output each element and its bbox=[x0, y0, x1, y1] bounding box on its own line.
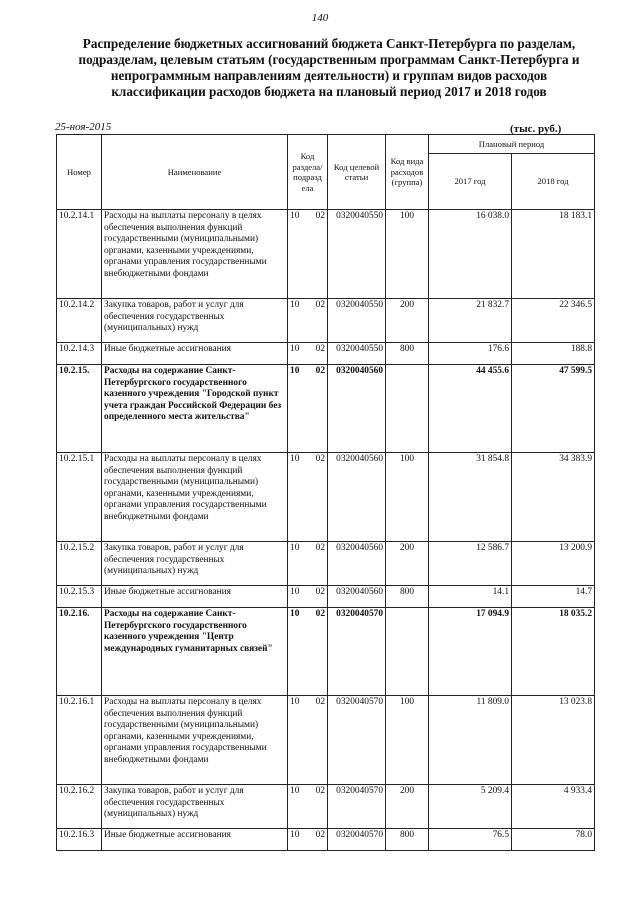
row-name: Иные бюджетные ассигнования bbox=[102, 586, 288, 608]
row-number: 10.2.15.2 bbox=[57, 542, 102, 586]
header-period: Плановый период bbox=[429, 135, 595, 154]
table-row bbox=[57, 785, 595, 829]
row-amount-2018: 22 346.5 bbox=[512, 299, 595, 343]
row-section-code: 10 bbox=[290, 609, 300, 619]
table-row bbox=[57, 343, 595, 365]
table-body bbox=[57, 210, 595, 851]
row-subsection-code: 02 bbox=[315, 211, 325, 221]
row-expense-type: 100 bbox=[386, 696, 429, 785]
table-row bbox=[57, 210, 595, 299]
row-amount-2018: 18 183.1 bbox=[512, 210, 595, 299]
row-subsection-code: 02 bbox=[315, 609, 325, 619]
row-subsection-code: 02 bbox=[315, 786, 325, 796]
row-section bbox=[288, 343, 328, 365]
row-amount-2018: 13 023.8 bbox=[512, 696, 595, 785]
table-row bbox=[57, 696, 595, 785]
row-number: 10.2.15.1 bbox=[57, 453, 102, 542]
row-number: 10.2.15.3 bbox=[57, 586, 102, 608]
row-expense-type: 800 bbox=[386, 586, 429, 608]
row-name: Иные бюджетные ассигнования bbox=[102, 829, 288, 851]
row-number: 10.2.14.3 bbox=[57, 343, 102, 365]
row-section bbox=[288, 453, 328, 542]
row-expense-type: 800 bbox=[386, 829, 429, 851]
row-amount-2017: 21 832.7 bbox=[429, 299, 512, 343]
row-subsection-code: 02 bbox=[315, 587, 325, 597]
header-target: Код целевой статьи bbox=[328, 135, 386, 210]
row-amount-2017: 76.5 bbox=[429, 829, 512, 851]
row-subsection-code: 02 bbox=[315, 344, 325, 354]
header-name: Наименование bbox=[102, 135, 288, 210]
row-number: 10.2.15. bbox=[57, 365, 102, 453]
row-section-code: 10 bbox=[290, 587, 300, 597]
row-target-code: 0320040570 bbox=[328, 696, 386, 785]
header-type: Код вида расходов (группа) bbox=[386, 135, 429, 210]
document-title: Распределение бюджетных ассигнований бюджета Санкт-Петербурга по разделам, подразделам, целевым статьям (государственным программам Санкт-Петербурга и непрограммным направлениям деятельности) и группам видов расходов классификации расходов бюджета на плановый период 2017 и 2018 годов bbox=[78, 36, 580, 99]
row-amount-2018: 18 035.2 bbox=[512, 608, 595, 696]
row-expense-type bbox=[386, 365, 429, 453]
row-amount-2018: 13 200.9 bbox=[512, 542, 595, 586]
header-section: Код раздела/ подразд ела bbox=[288, 135, 328, 210]
header-2018: 2018 год bbox=[512, 154, 595, 210]
row-subsection-code: 02 bbox=[315, 543, 325, 553]
table-row bbox=[57, 365, 595, 453]
row-section-code: 10 bbox=[290, 830, 300, 840]
row-section-code: 10 bbox=[290, 786, 300, 796]
row-subsection-code: 02 bbox=[315, 366, 325, 376]
row-amount-2018: 47 599.5 bbox=[512, 365, 595, 453]
row-amount-2018: 188.8 bbox=[512, 343, 595, 365]
row-name: Расходы на содержание Санкт-Петербургского государственного казенного учреждения "Центр международных гуманитарных связей" bbox=[102, 608, 288, 696]
row-name: Закупка товаров, работ и услуг для обеспечения государственных (муниципальных) нужд bbox=[102, 542, 288, 586]
row-section bbox=[288, 696, 328, 785]
row-section-code: 10 bbox=[290, 454, 300, 464]
row-amount-2018: 14.7 bbox=[512, 586, 595, 608]
row-name: Расходы на выплаты персоналу в целях обеспечения выполнения функций государственными (муниципальными) органами, казенными учреждениями, органами управления государственными внебюджетными фондами bbox=[102, 453, 288, 542]
row-number: 10.2.14.1 bbox=[57, 210, 102, 299]
row-section-code: 10 bbox=[290, 344, 300, 354]
row-amount-2017: 11 809.0 bbox=[429, 696, 512, 785]
row-section-code: 10 bbox=[290, 543, 300, 553]
row-section bbox=[288, 586, 328, 608]
row-expense-type: 200 bbox=[386, 785, 429, 829]
budget-table bbox=[56, 134, 595, 851]
row-amount-2017: 31 854.8 bbox=[429, 453, 512, 542]
header-number: Номер bbox=[57, 135, 102, 210]
row-amount-2017: 44 455.6 bbox=[429, 365, 512, 453]
table-row bbox=[57, 299, 595, 343]
row-amount-2017: 5 209.4 bbox=[429, 785, 512, 829]
row-amount-2017: 176.6 bbox=[429, 343, 512, 365]
row-amount-2018: 4 933.4 bbox=[512, 785, 595, 829]
table-row bbox=[57, 453, 595, 542]
row-number: 10.2.14.2 bbox=[57, 299, 102, 343]
page-number: 140 bbox=[311, 12, 329, 24]
row-subsection-code: 02 bbox=[315, 300, 325, 310]
row-amount-2017: 16 038.0 bbox=[429, 210, 512, 299]
row-target-code: 0320040570 bbox=[328, 608, 386, 696]
row-section bbox=[288, 542, 328, 586]
row-name: Иные бюджетные ассигнования bbox=[102, 343, 288, 365]
row-expense-type: 200 bbox=[386, 542, 429, 586]
row-target-code: 0320040560 bbox=[328, 586, 386, 608]
row-amount-2018: 78.0 bbox=[512, 829, 595, 851]
row-expense-type: 100 bbox=[386, 453, 429, 542]
row-amount-2018: 34 383.9 bbox=[512, 453, 595, 542]
row-section bbox=[288, 210, 328, 299]
row-expense-type: 800 bbox=[386, 343, 429, 365]
row-number: 10.2.16.1 bbox=[57, 696, 102, 785]
row-number: 10.2.16. bbox=[57, 608, 102, 696]
row-target-code: 0320040560 bbox=[328, 453, 386, 542]
table-row bbox=[57, 608, 595, 696]
row-amount-2017: 17 094.9 bbox=[429, 608, 512, 696]
row-number: 10.2.16.3 bbox=[57, 829, 102, 851]
row-target-code: 0320040560 bbox=[328, 365, 386, 453]
row-name: Расходы на выплаты персоналу в целях обеспечения выполнения функций государственными (муниципальными) органами, казенными учреждениями, органами управления государственными внебюджетными фондами bbox=[102, 210, 288, 299]
row-subsection-code: 02 bbox=[315, 697, 325, 707]
row-section-code: 10 bbox=[290, 697, 300, 707]
row-subsection-code: 02 bbox=[315, 830, 325, 840]
row-name: Закупка товаров, работ и услуг для обеспечения государственных (муниципальных) нужд bbox=[102, 785, 288, 829]
row-number: 10.2.16.2 bbox=[57, 785, 102, 829]
units-label: (тыс. руб.) bbox=[510, 123, 562, 135]
row-section-code: 10 bbox=[290, 366, 300, 376]
row-name: Закупка товаров, работ и услуг для обеспечения государственных (муниципальных) нужд bbox=[102, 299, 288, 343]
row-subsection-code: 02 bbox=[315, 454, 325, 464]
row-target-code: 0320040570 bbox=[328, 829, 386, 851]
row-expense-type bbox=[386, 608, 429, 696]
row-target-code: 0320040570 bbox=[328, 785, 386, 829]
row-section bbox=[288, 829, 328, 851]
row-target-code: 0320040550 bbox=[328, 210, 386, 299]
table-row bbox=[57, 829, 595, 851]
row-section bbox=[288, 365, 328, 453]
row-section-code: 10 bbox=[290, 211, 300, 221]
table-row bbox=[57, 586, 595, 608]
row-amount-2017: 14.1 bbox=[429, 586, 512, 608]
row-target-code: 0320040560 bbox=[328, 542, 386, 586]
header-2017: 2017 год bbox=[429, 154, 512, 210]
row-section bbox=[288, 299, 328, 343]
row-section-code: 10 bbox=[290, 300, 300, 310]
row-target-code: 0320040550 bbox=[328, 343, 386, 365]
document-date: 25-ноя-2015 bbox=[55, 121, 112, 133]
row-amount-2017: 12 586.7 bbox=[429, 542, 512, 586]
row-expense-type: 200 bbox=[386, 299, 429, 343]
row-target-code: 0320040550 bbox=[328, 299, 386, 343]
table-row bbox=[57, 542, 595, 586]
row-section bbox=[288, 785, 328, 829]
row-name: Расходы на содержание Санкт-Петербургского государственного казенного учреждения "Городской пункт учета граждан Российской Федерации без определенного места жительства" bbox=[102, 365, 288, 453]
row-name: Расходы на выплаты персоналу в целях обеспечения выполнения функций государственными (муниципальными) органами, казенными учреждениями, органами управления государственными внебюджетными фондами bbox=[102, 696, 288, 785]
row-section bbox=[288, 608, 328, 696]
row-expense-type: 100 bbox=[386, 210, 429, 299]
